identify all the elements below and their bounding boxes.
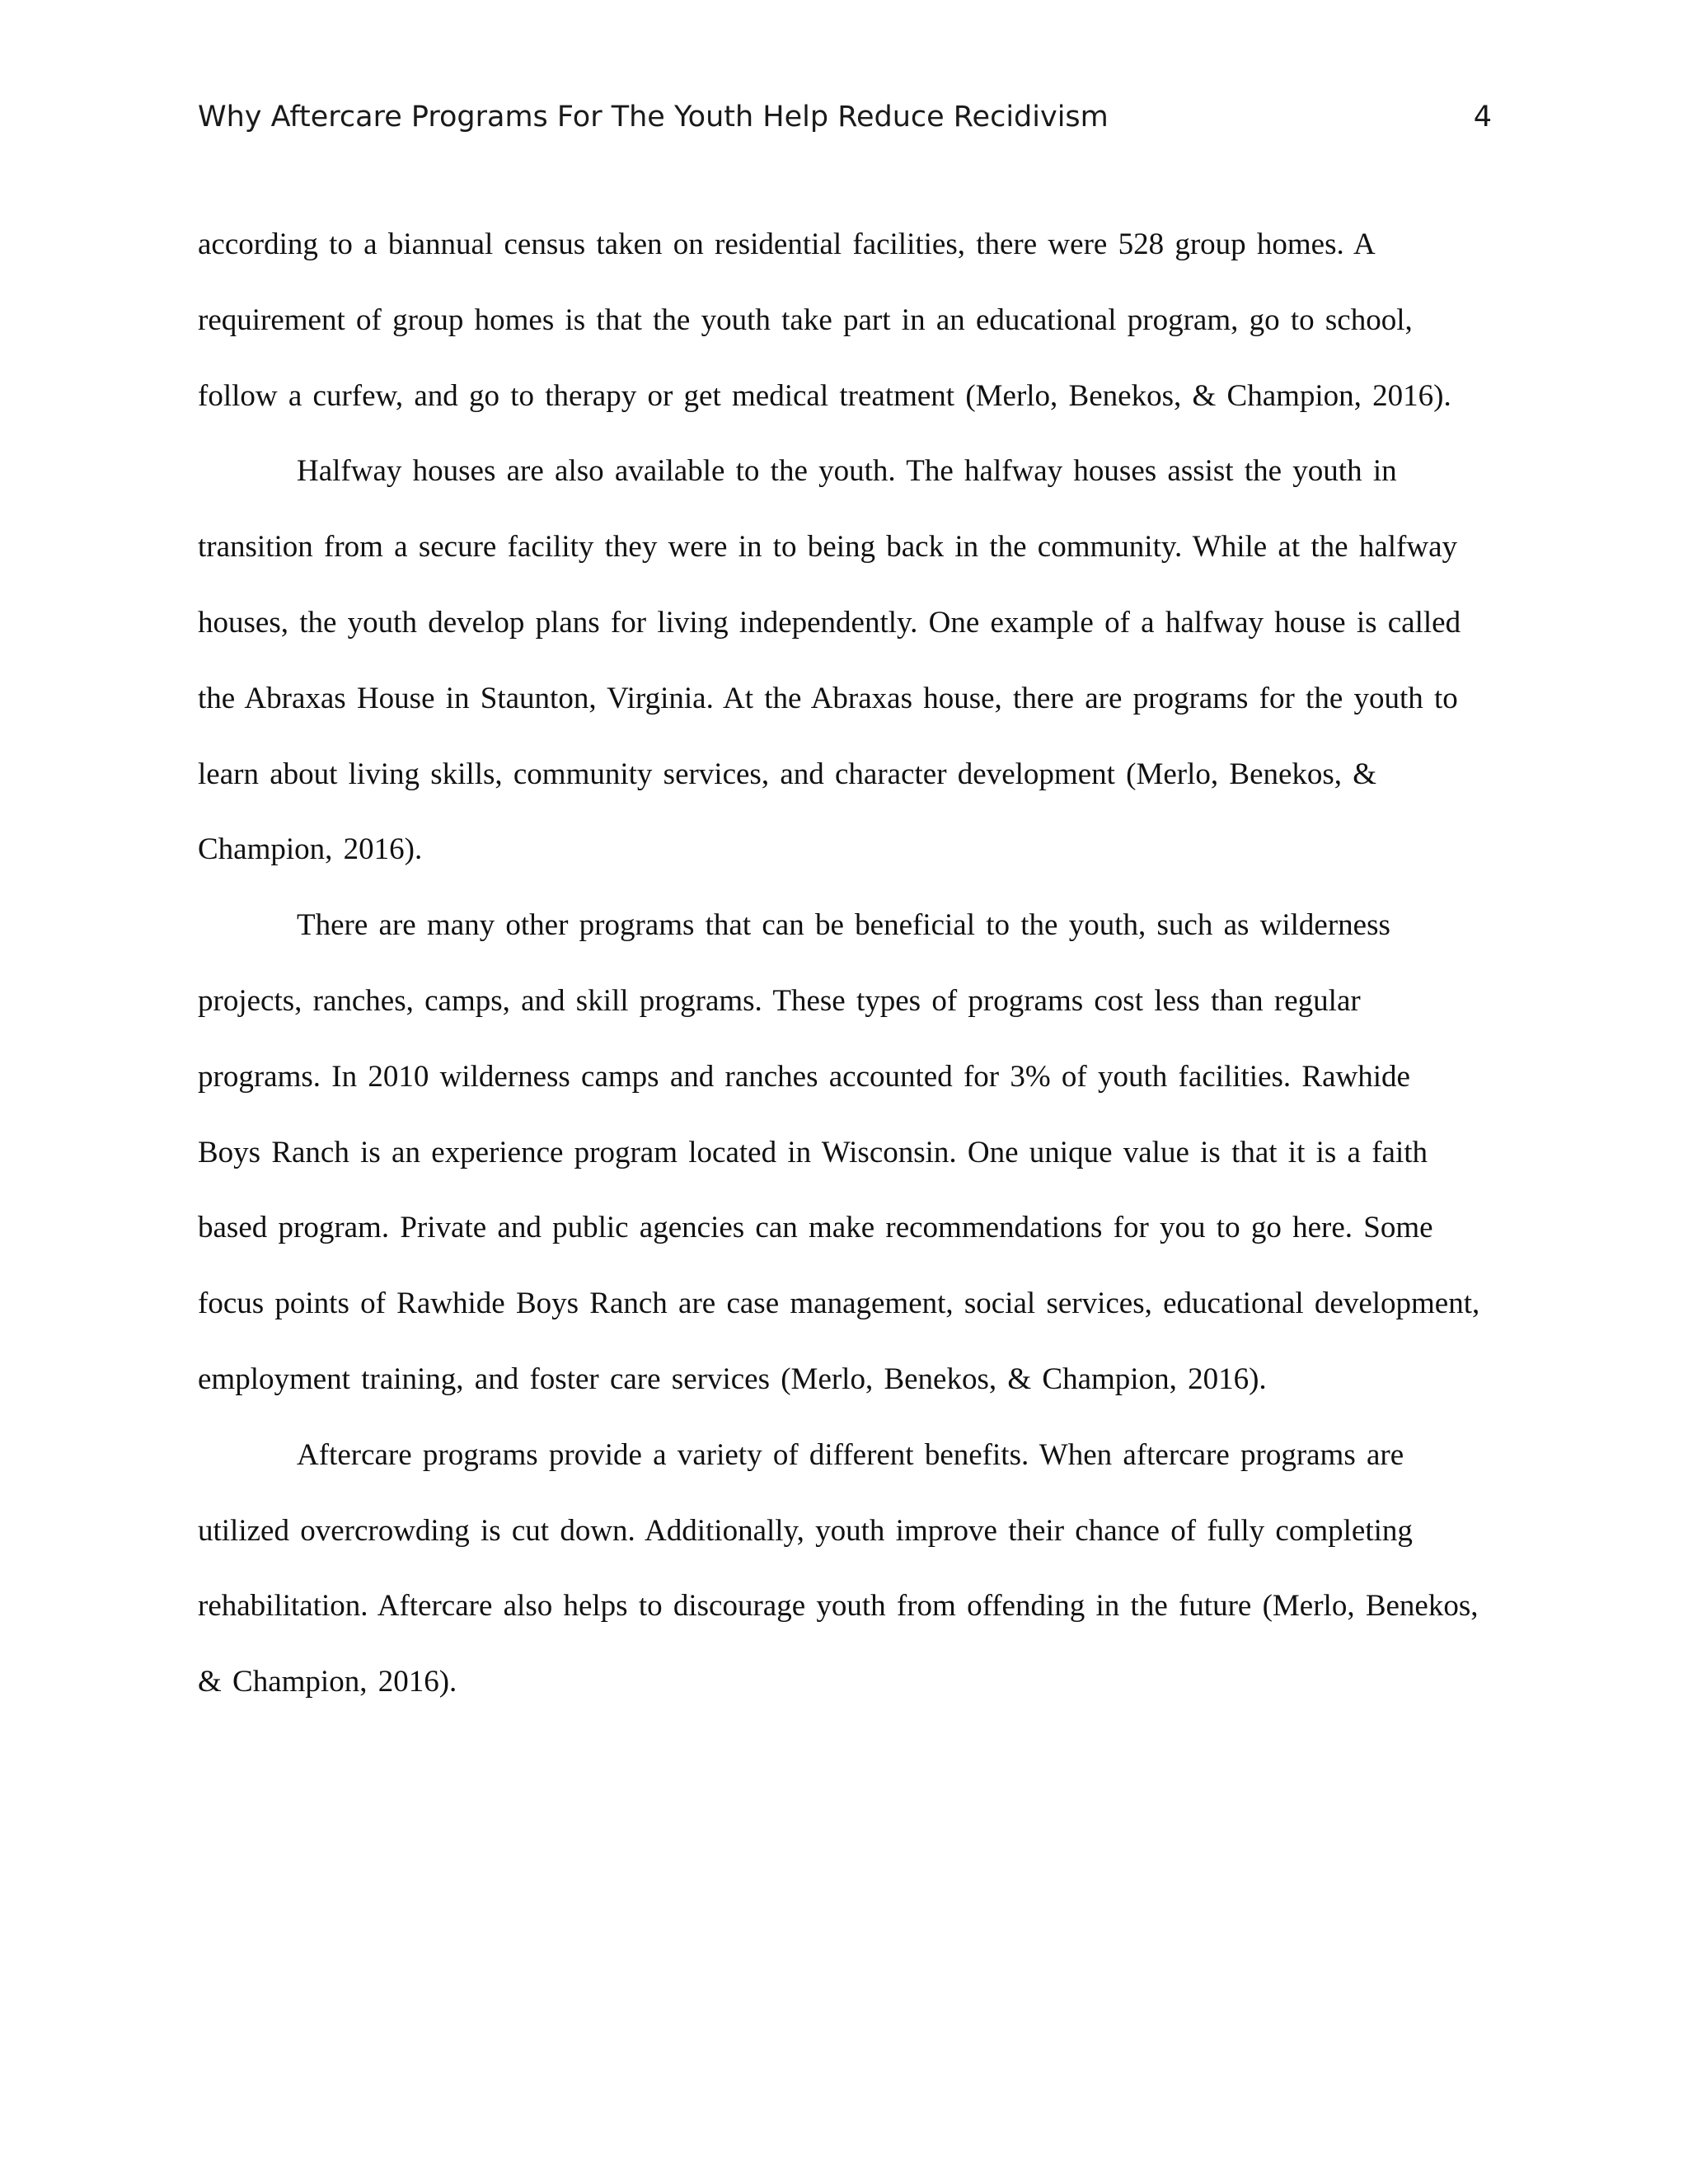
paragraph-other-programs: There are many other programs that can be beneficial to the youth, such as wilderness projects, ranches, camps, and skill programs. These types of programs cost less than regular programs. In 2010 wilderness camps and ranches accounted for 3% of youth facilities. Rawhide Boys Ranch is an experience program located in Wisconsin. One unique value is that it is a faith based program. Private and public agencies can make recommendations for you to go here. Some focus points of Rawhide Boys Ranch are case management, social services, educational development, employment training, and foster care services (Merlo, Benekos, & Champion, 2016).	[198, 908, 1480, 1396]
paragraph-halfway-houses: Halfway houses are also available to the youth. The halfway houses assist the youth in transition from a secure facility they were in to being back in the community. While at the halfway houses, the youth develop plans for living independently. One example of a halfway house is called the Abraxas House in Staunton, Virginia. At the Abraxas house, there are programs for the youth to learn about living skills, community services, and character development (Merlo, Benekos, & Champion, 2016).	[198, 454, 1461, 867]
paragraph-continued: according to a biannual census taken on residential facilities, there were 528 group homes. A requirement of group homes is that the youth take part in an educational program, go to school, follow a curfew, and go to therapy or get medical treatment (Merlo, Benekos, & Champion, 2016).	[198, 227, 1451, 413]
paragraph-aftercare-benefits: Aftercare programs provide a variety of different benefits. When aftercare programs are utilized overcrowding is cut down. Additionally, youth improve their chance of fully completing rehabilitation. Aftercare also helps to discourage youth from offending in the future (Merlo, Benekos, & Champion, 2016).	[198, 1437, 1479, 1699]
running-head-title: Why Aftercare Programs For The Youth Help Reduce Recidivism	[198, 101, 1109, 134]
running-head	[198, 92, 1492, 142]
page-number: 4	[1473, 101, 1492, 134]
body-text	[198, 207, 1484, 1720]
